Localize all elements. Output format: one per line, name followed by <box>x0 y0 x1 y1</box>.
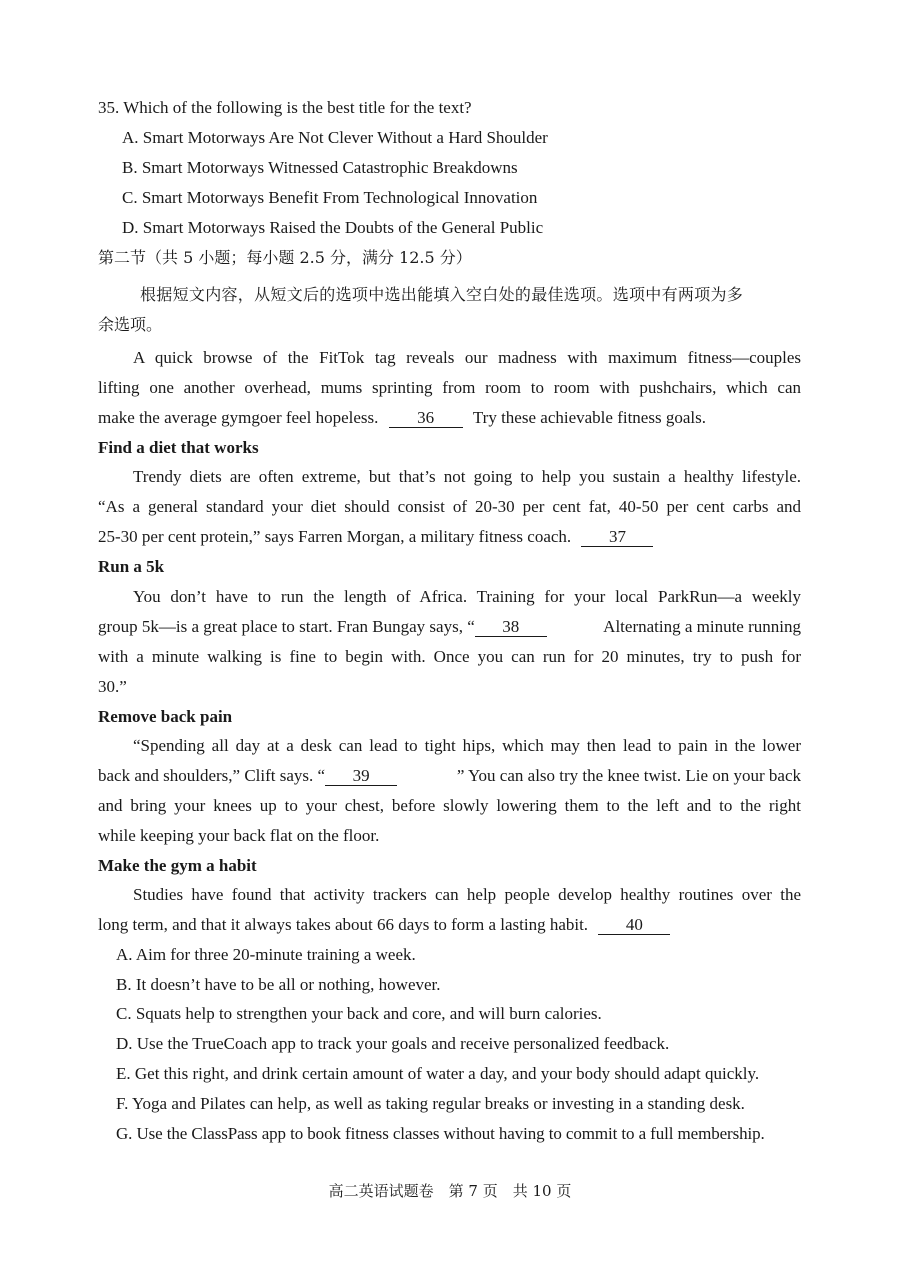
page-footer: 高二英语试题卷 第 7 页 共 10 页 <box>328 1182 572 1200</box>
run-line-1: You don’t have to run the length of Africa. Training for your local ParkRun—a weekly <box>133 587 801 606</box>
heading-make-gym-habit: Make the gym a habit <box>98 856 257 875</box>
gym-line-1: Studies have found that activity trackers can help people develop healthy routines over the <box>133 885 801 904</box>
blank-36: 36 <box>389 409 463 428</box>
intro-line-3 <box>98 407 706 429</box>
choice-g: G. Use the ClassPass app to book fitness classes without having to commit to a full membership. <box>116 1124 765 1143</box>
q35-option-b: B. Smart Motorways Witnessed Catastrophic Breakdowns <box>122 158 518 177</box>
choice-f: F. Yoga and Pilates can help, as well as taking regular breaks or investing in a standing desk. <box>116 1094 745 1113</box>
back-line-4: while keeping your back flat on the floor. <box>98 826 380 845</box>
blank-38: 38 <box>475 618 547 637</box>
back-line-2-text: back and shoulders,” Clift says. “ <box>98 766 326 785</box>
back-line-2-tail: ” You can also try the knee twist. Lie on your back <box>456 766 801 785</box>
intro-line-3-text: make the average gymgoer feel hopeless. <box>98 408 379 427</box>
heading-find-a-diet: Find a diet that works <box>98 438 259 457</box>
section-2-instruction-line-2: 余选项。 <box>98 315 163 334</box>
blank-40: 40 <box>598 916 670 935</box>
choice-d: D. Use the TrueCoach app to track your goals and receive personalized feedback. <box>116 1034 670 1053</box>
choice-e: E. Get this right, and drink certain amount of water a day, and your body should adapt quickly. <box>116 1064 760 1083</box>
gym-line-2 <box>98 914 670 936</box>
blank-37: 37 <box>581 528 653 547</box>
back-line-3: and bring your knees up to your chest, before slowly lowering them to the left and to the right <box>98 796 801 815</box>
run-line-2-tail: Alternating a minute running <box>603 617 801 636</box>
heading-remove-back-pain: Remove back pain <box>98 707 233 726</box>
run-line-2-text: group 5k—is a great place to start. Fran Bungay says, “ <box>98 617 475 636</box>
diet-line-1: Trendy diets are often extreme, but that’s not going to help you sustain a healthy lifestyle. <box>133 467 801 486</box>
choice-a: A. Aim for three 20-minute training a week. <box>116 945 416 964</box>
heading-run-a-5k: Run a 5k <box>98 557 165 576</box>
run-line-4: 30.” <box>98 677 127 696</box>
run-line-2 <box>98 616 801 638</box>
intro-line-3-tail: Try these achievable fitness goals. <box>472 408 706 427</box>
diet-line-3 <box>98 526 653 548</box>
diet-line-3-text: 25-30 per cent protein,” says Farren Morgan, a military fitness coach. <box>98 527 572 546</box>
diet-line-2: “As a general standard your diet should consist of 20-30 per cent fat, 40-50 per cent carbs and <box>98 497 801 516</box>
q35-option-c: C. Smart Motorways Benefit From Technological Innovation <box>122 188 538 207</box>
intro-line-1: A quick browse of the FitTok tag reveals our madness with maximum fitness—couples <box>133 348 801 367</box>
q35-option-d: D. Smart Motorways Raised the Doubts of the General Public <box>122 218 544 237</box>
q35-option-a: A. Smart Motorways Are Not Clever Without a Hard Shoulder <box>122 128 548 147</box>
back-line-2 <box>98 765 801 787</box>
choice-b: B. It doesn’t have to be all or nothing, however. <box>116 975 441 994</box>
run-line-3: with a minute walking is fine to begin with. Once you can run for 20 minutes, try to push for <box>98 647 801 666</box>
blank-39: 39 <box>325 767 397 786</box>
question-35-stem: 35. Which of the following is the best title for the text? <box>98 98 472 117</box>
section-2-title: 第二节（共 5 小题；每小题 2.5 分，满分 12.5 分） <box>98 248 472 267</box>
gym-line-2-text: long term, and that it always takes about 66 days to form a lasting habit. <box>98 915 589 934</box>
back-line-1: “Spending all day at a desk can lead to tight hips, which may then lead to pain in the lower <box>133 736 801 755</box>
choice-c: C. Squats help to strengthen your back and core, and will burn calories. <box>116 1004 602 1023</box>
section-2-instruction-line-1: 根据短文内容，从短文后的选项中选出能填入空白处的最佳选项。选项中有两项为多 <box>140 285 744 304</box>
intro-line-2: lifting one another overhead, mums sprinting from room to room with pushchairs, which can <box>98 378 801 397</box>
